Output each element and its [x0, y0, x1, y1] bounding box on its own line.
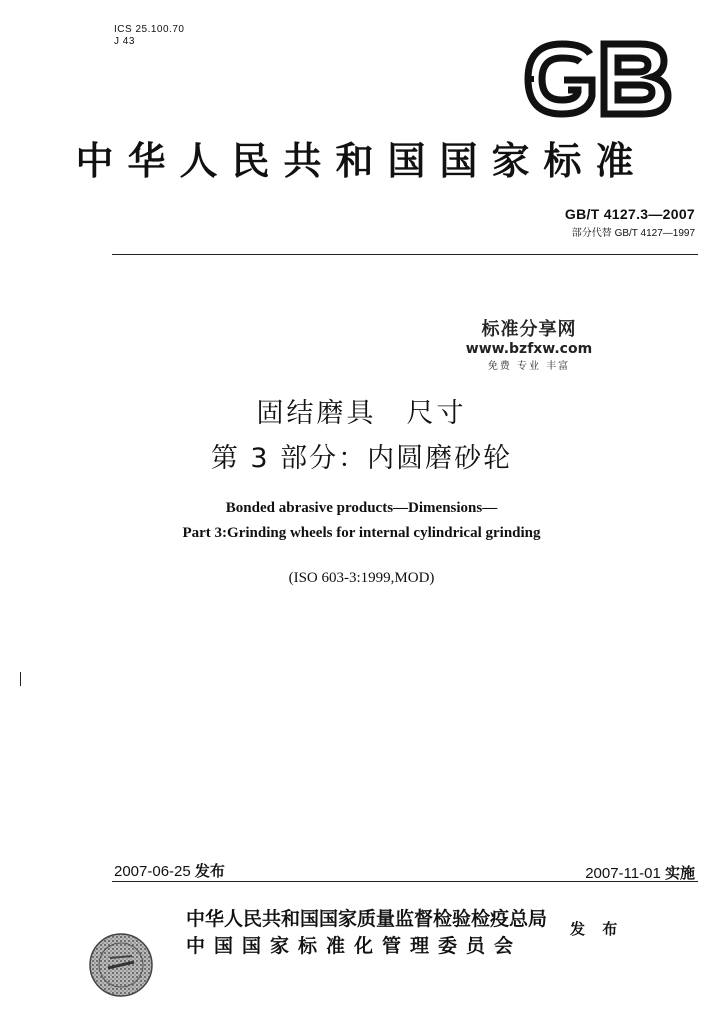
- implement-label: 实施: [664, 864, 695, 882]
- chinese-title-line1: 固结磨具 尺寸: [256, 398, 467, 429]
- watermark: [459, 315, 599, 372]
- margin-mark: [20, 672, 21, 686]
- iso-reference: (ISO 603-3:1999,MOD): [288, 570, 435, 586]
- implement-date-block: [585, 862, 695, 883]
- standard-title: 中华人民共和国国家标准: [75, 139, 648, 183]
- chinese-title-line2: 第 3 部分：内圆磨砂轮: [210, 443, 513, 474]
- issuer-line2: 中国国家标准化管理委员会: [186, 935, 523, 957]
- ccs-code: J 43: [114, 36, 135, 47]
- header-rule: [112, 254, 698, 255]
- watermark-site-name: 标准分享网: [481, 319, 577, 340]
- issue-date-block: [114, 860, 225, 881]
- issuer-line1: 中华人民共和国国家质量监督检验检疫总局: [186, 908, 548, 930]
- english-title-line1: Bonded abrasive products—Dimensions—: [225, 500, 498, 516]
- footer-rule: [112, 881, 698, 882]
- standard-number-block: [565, 206, 695, 239]
- replaces-note: 部分代替 GB/T 4127—1997: [571, 228, 695, 239]
- english-title-line2: Part 3:Grinding wheels for internal cylindrical grinding: [182, 525, 541, 541]
- standard-number: GB/T 4127.3—2007: [564, 206, 695, 222]
- classification-codes: [114, 24, 184, 48]
- watermark-url: www.bzfxw.com: [465, 341, 593, 357]
- implement-date: 2007-11-01: [585, 865, 661, 882]
- issuing-organizations: [186, 906, 547, 960]
- publish-label: 发 布: [570, 920, 624, 938]
- watermark-slogan: 免费 专业 丰富: [487, 361, 571, 372]
- gb-logo: [522, 40, 672, 118]
- ics-code: ICS 25.100.70: [114, 24, 185, 35]
- official-seal: [88, 932, 154, 998]
- issue-date: 2007-06-25: [114, 863, 191, 880]
- issue-label: 发布: [194, 862, 225, 880]
